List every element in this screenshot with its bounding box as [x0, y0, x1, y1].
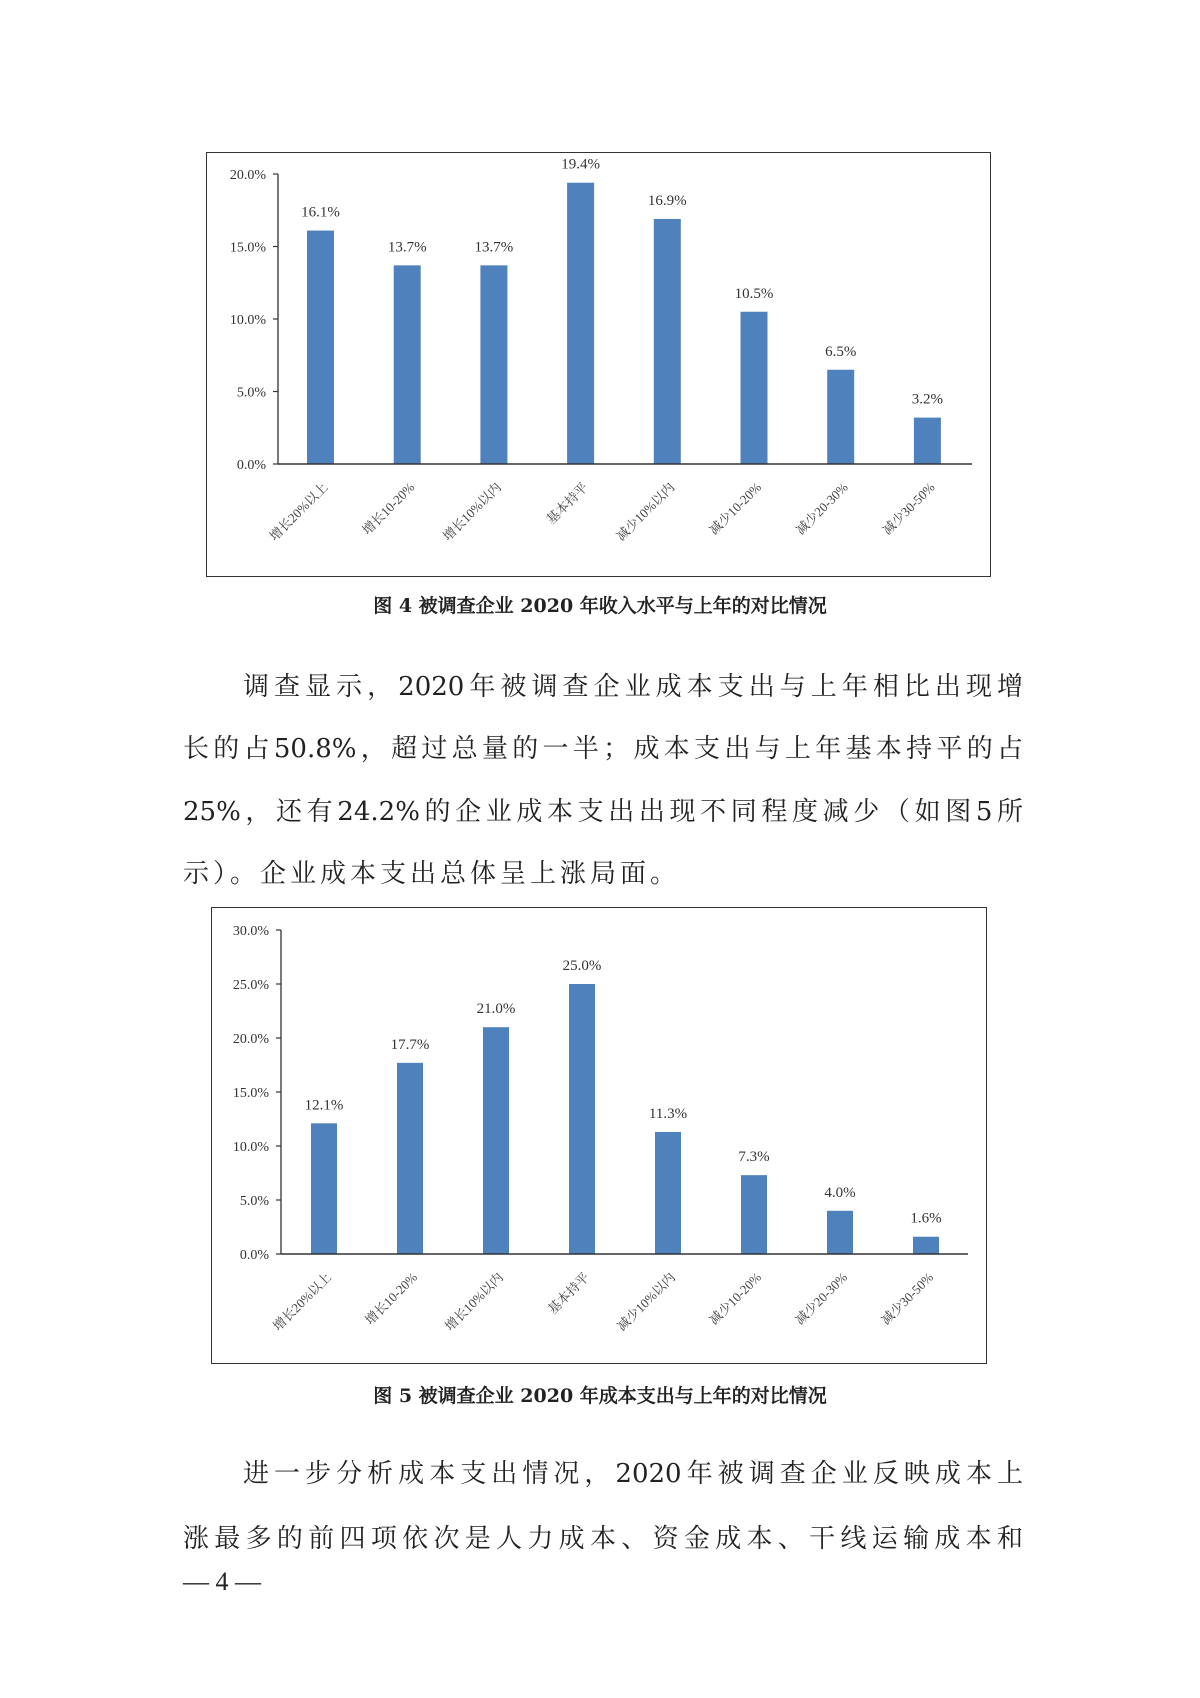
bar-value-label: 25.0%: [562, 958, 602, 974]
bar: [397, 1063, 423, 1254]
bar-value-label: 13.7%: [387, 239, 427, 256]
bar: [483, 1027, 509, 1254]
x-category-label: 增长20%以上: [266, 479, 331, 544]
bar-value-label: 21.0%: [476, 1001, 516, 1018]
bar-value-label: 12.1%: [304, 1097, 344, 1114]
y-tick-label: 30.0%: [232, 924, 269, 939]
bar: [311, 1123, 337, 1254]
bar: [307, 231, 334, 464]
x-category-label: 增长20%以上: [269, 1269, 335, 1334]
x-category-label: 基本持平: [543, 479, 591, 527]
x-category-label: 减少30-50%: [878, 1269, 937, 1328]
bar: [914, 418, 941, 464]
y-tick-label: 15.0%: [232, 1086, 269, 1101]
page-number: — 4 —: [183, 1567, 261, 1596]
y-tick-label: 10.0%: [229, 313, 266, 328]
y-tick-label: 25.0%: [232, 978, 269, 993]
x-category-label: 基本持平: [544, 1269, 593, 1317]
y-tick-label: 5.0%: [239, 1194, 269, 1209]
bar-value-label: 17.7%: [390, 1036, 430, 1053]
figure5-caption: 图 5 被调查企业 2020 年成本支出与上年的对比情况: [373, 1385, 827, 1407]
paragraph1-line: 示）。企业成本支出总体呈上涨局面。: [183, 859, 681, 889]
figure5-bar-chart: [212, 908, 988, 1365]
x-category-label: 增长10%以内: [441, 1269, 507, 1334]
x-category-label: 减少10%以内: [613, 1269, 679, 1334]
y-tick-label: 15.0%: [229, 240, 266, 256]
y-tick-label: 0.0%: [239, 1248, 269, 1263]
bar: [827, 370, 854, 464]
paragraph2-line: 涨最多的前四项依次是人力成本、资金成本、干线运输成本和: [183, 1524, 1023, 1554]
bar: [480, 265, 507, 464]
paragraph1-line: 调查显示，2020年被调查企业成本支出与上年相比出现增: [243, 672, 1023, 702]
x-category-label: 减少30-50%: [879, 479, 938, 538]
figure4-bar-chart: [207, 153, 992, 578]
paragraph1-line: 长的占50.8%，超过总量的一半；成本支出与上年基本持平的占: [183, 734, 1023, 764]
y-tick-label: 0.0%: [236, 458, 266, 473]
bar-value-label: 1.6%: [910, 1210, 942, 1227]
y-tick-label: 20.0%: [229, 168, 266, 183]
bar: [913, 1237, 939, 1254]
figure5-chart: [211, 907, 987, 1364]
figure4-chart: [206, 152, 991, 577]
y-tick-label: 20.0%: [232, 1032, 269, 1047]
x-category-label: 减少20-30%: [792, 1269, 851, 1328]
bar-value-label: 6.5%: [825, 343, 857, 360]
y-tick-label: 5.0%: [236, 385, 266, 401]
x-category-label: 减少10%以内: [613, 479, 678, 544]
x-category-label: 增长10%以内: [439, 479, 505, 544]
bar-value-label: 11.3%: [648, 1105, 688, 1122]
paragraph2-line: 进一步分析成本支出情况，2020年被调查企业反映成本上: [243, 1459, 1023, 1489]
bar: [827, 1211, 853, 1254]
bar-value-label: 16.9%: [647, 192, 687, 209]
y-tick-label: 10.0%: [232, 1140, 269, 1155]
x-category-label: 减少10-20%: [706, 1269, 765, 1328]
bar-value-label: 19.4%: [561, 156, 600, 173]
bar-value-label: 4.0%: [824, 1184, 856, 1201]
bar: [741, 312, 768, 464]
bar-value-label: 16.1%: [301, 204, 340, 221]
bar: [655, 1132, 681, 1254]
bar: [567, 183, 594, 464]
bar: [741, 1175, 767, 1254]
bar-value-label: 10.5%: [734, 285, 774, 302]
bar-value-label: 7.3%: [738, 1149, 770, 1166]
x-category-label: 减少20-30%: [792, 479, 851, 538]
bar-value-label: 13.7%: [474, 239, 514, 256]
bar-value-label: 3.2%: [911, 391, 944, 408]
x-category-label: 增长10-20%: [362, 1269, 421, 1328]
bar: [654, 219, 681, 464]
bar: [394, 265, 421, 464]
x-category-label: 增长10-20%: [359, 479, 418, 538]
bar: [569, 984, 595, 1254]
paragraph1-line: 25%，还有24.2%的企业成本支出出现不同程度减少（如图5所: [183, 797, 1023, 827]
x-category-label: 减少10-20%: [706, 479, 765, 538]
figure4-caption: 图 4 被调查企业 2020 年收入水平与上年的对比情况: [373, 595, 827, 617]
